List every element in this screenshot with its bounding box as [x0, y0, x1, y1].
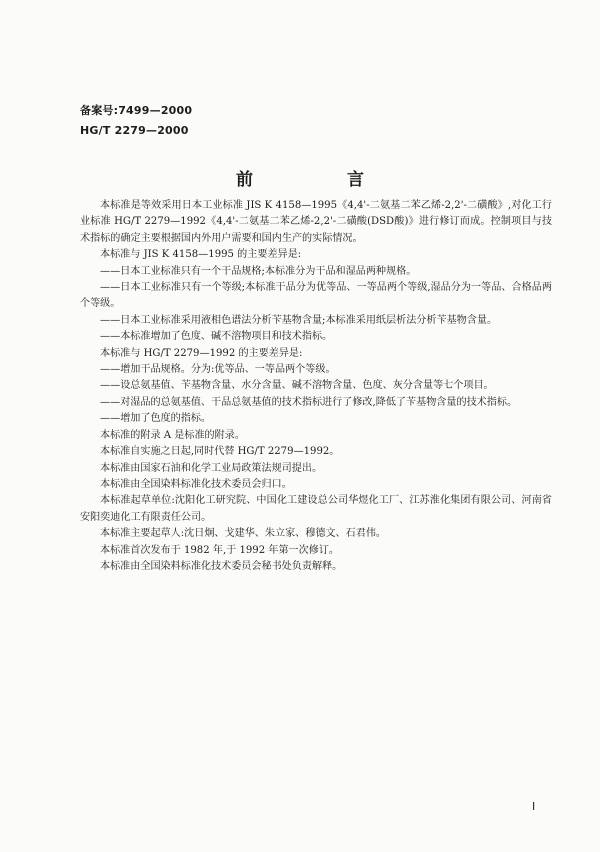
- paragraph-proposer: 本标准由国家石油和化学工业局政策法规司提出。: [100, 462, 323, 474]
- paragraph-jis-diff-item: ——日本工业标准采用液相色谱法分析苄基物含量;本标准采用纸层析法分析苄基物含量。: [100, 314, 498, 326]
- paragraph-drafting-units: 本标准起草单位:沈阳化工研究院、中国化工建设总公司华煜化工厂、江苏淮化集团有限公司、河南省安阳奕迪化工有限责任公司。: [80, 495, 552, 523]
- paragraph-intro: 本标准是等效采用日本工业标准 JIS K 4158—1995《4,4'-二氨基二苯乙烯-2,2'-二磺酸》,对化工行业标准 HG/T 2279—1992《4,4'-二氨基二苯乙烯-2,2'-二磺酸(DSD酸)》进行修订而成。控制项目与技术指标的确定主要根据国内外用户需要和国内生产的实际情况。: [80, 200, 552, 244]
- paragraph-jis-diff-heading: 本标准与 JIS K 4158—1995 的主要差异是:: [100, 249, 302, 261]
- paragraph-hgt-diff-item: ——增加了色度的指标。: [100, 413, 212, 425]
- paragraph-history: 本标准首次发布于 1982 年,于 1992 年第一次修订。: [100, 544, 340, 556]
- paragraph-jis-diff-item: ——日本工业标准只有一个等级;本标准干品分为优等品、一等品两个等级,湿品分为一等品、合格品两个等级。: [80, 282, 552, 310]
- paragraph-jis-diff-item: ——本标准增加了色度、碱不溶物项目和技术指标。: [100, 331, 333, 343]
- paragraph-hgt-diff-item: ——对湿品的总氨基值、干品总氨基值的技术指标进行了修改,降低了苄基物含量的技术指标。: [100, 396, 518, 408]
- paragraph-hgt-diff-heading: 本标准与 HG/T 2279—1992 的主要差异是:: [100, 347, 303, 359]
- document-header: [80, 101, 192, 141]
- standard-code: HG/T 2279—2000: [80, 124, 189, 137]
- paragraph-replacement: 本标准自实施之日起,同时代替 HG/T 2279—1992。: [100, 446, 340, 458]
- paragraph-hgt-diff-item: ——增加干品规格。分为:优等品、一等品两个等级。: [100, 364, 336, 376]
- filing-number: 备案号:7499—2000: [80, 104, 193, 117]
- paragraph-hgt-diff-item: ——设总氨基值、苄基物含量、水分含量、碱不溶物含量、色度、灰分含量等七个项目。: [100, 380, 494, 392]
- paragraph-responsible: 本标准由全国染料标准化技术委员会归口。: [100, 478, 292, 490]
- paragraph-drafters: 本标准主要起草人:沈日炯、戈建华、朱立家、穆德文、石君伟。: [100, 528, 387, 540]
- page-number: I: [532, 800, 536, 813]
- preface-body: [80, 198, 552, 575]
- page-title: 前 言: [236, 170, 408, 190]
- paragraph-jis-diff-item: ——日本工业标准只有一个干品规格;本标准分为干品和湿品两种规格。: [100, 265, 417, 277]
- paragraph-appendix: 本标准的附录 A 是标准的附录。: [100, 429, 245, 441]
- paragraph-interpretation: 本标准由全国染料标准化技术委员会秘书处负责解释。: [100, 560, 343, 572]
